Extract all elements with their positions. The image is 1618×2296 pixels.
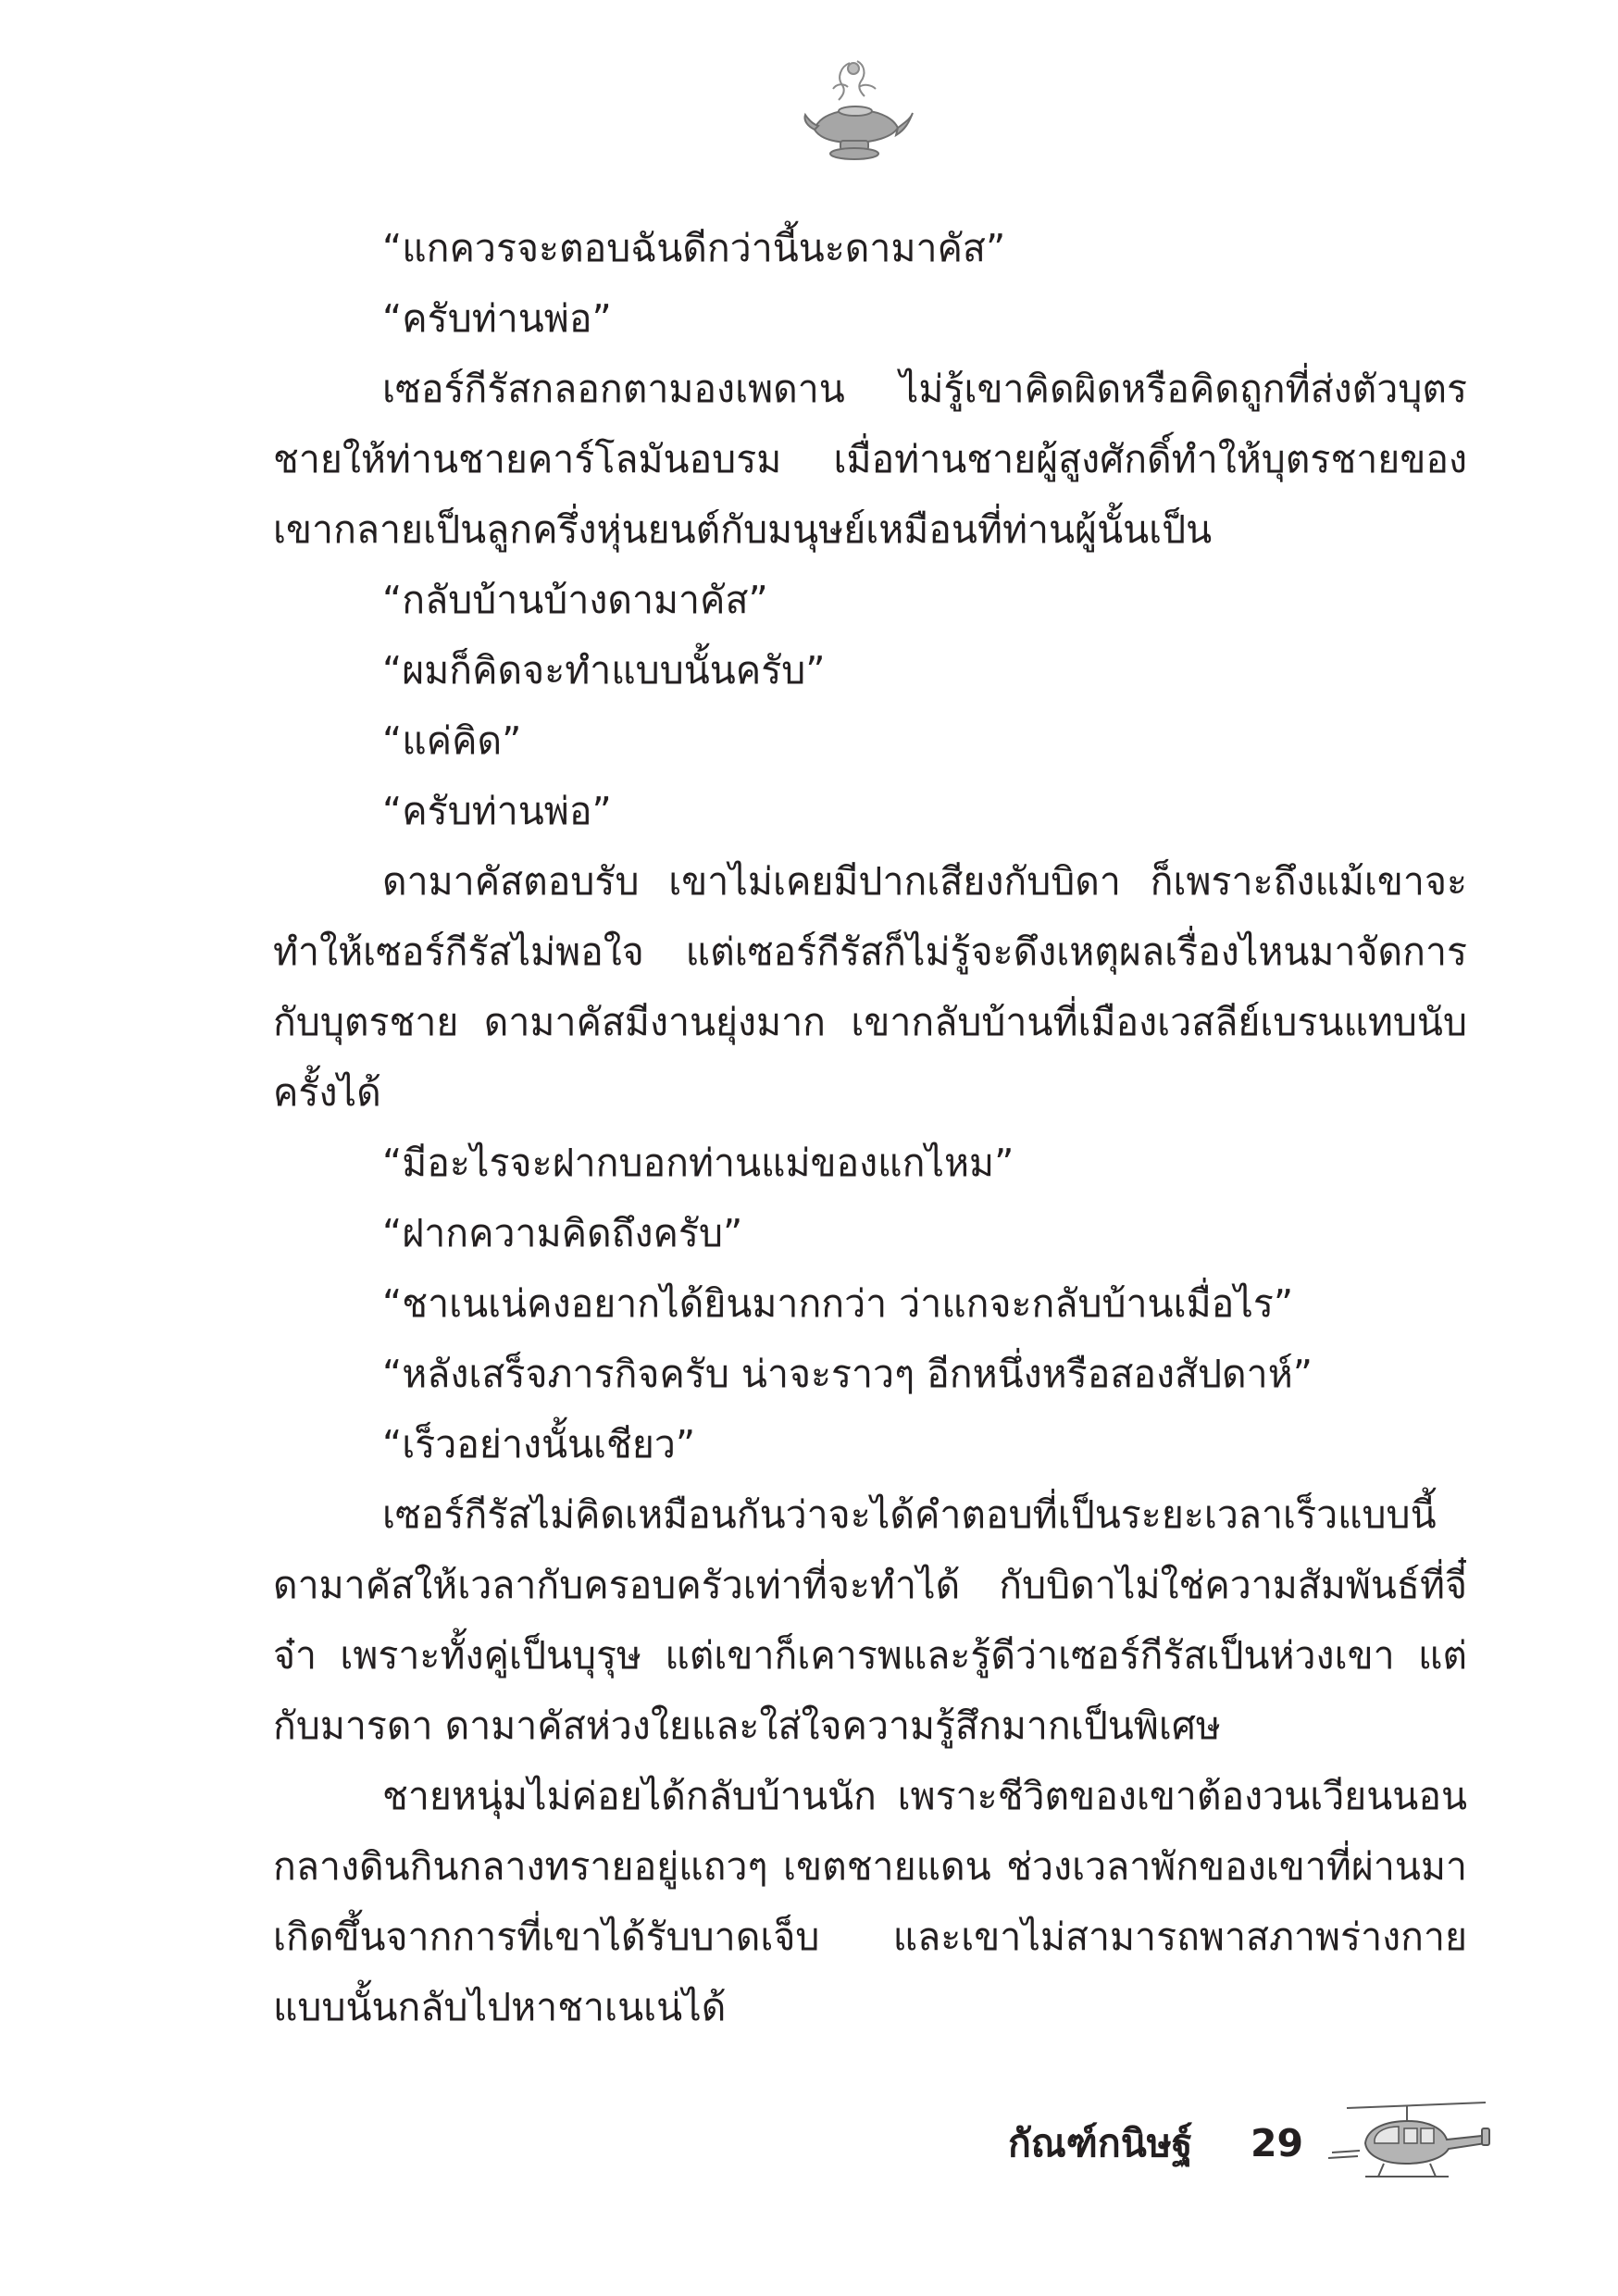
dialog-line: “แกควรจะตอบฉันดีกว่านี้นะดามาคัส” [382, 226, 1006, 270]
dialog-line: “ฝากความคิดถึงครับ” [382, 1211, 743, 1255]
page-number: 29 [1250, 2121, 1303, 2165]
narrative-paragraph: ดามาคัสตอบรับ เขาไม่เคยมีปากเสียงกับบิดา ก็เพราะถึงแม้เขาจะทำให้เซอร์กีรัสไม่พอใจ แต่เซอร์กีรัสก็ไม่รู้จะดึงเหตุผลเรื่องไหนมาจัดการกับบุตรชาย ดามาคัสมีงานยุ่งมาก เขากลับบ้านที่เมืองเวสลีย์เบรนแทบนับครั้งได้ [273, 859, 1467, 1115]
dialog-line: “แค่คิด” [382, 718, 522, 763]
dialog-line: “กลับบ้านบ้างดามาคัส” [382, 578, 768, 622]
narrative-paragraph: ชายหนุ่มไม่ค่อยได้กลับบ้านนัก เพราะชีวิตของเขาต้องวนเวียนนอนกลางดินกินกลางทรายอยู่แถวๆ เขตชายแดน ช่วงเวลาพักของเขาที่ผ่านมา เกิดขึ้นจากการที่เขาได้รับบาดเจ็บ และเขาไม่สามารถพาสภาพร่างกายแบบนั้นกลับไปหาชาเนเน่ได้ [273, 1774, 1467, 2029]
narrative-paragraph: เซอร์กีรัสไม่คิดเหมือนกันว่าจะได้คำตอบที่เป็นระยะเวลาเร็วแบบนี้ ดามาคัสให้เวลากับครอบครัวเท่าที่จะทำได้ กับบิดาไม่ใช่ความสัมพันธ์ที่จี๋จ๋า เพราะทั้งคู่เป็นบุรุษ แต่เขาก็เคารพและรู้ดีว่าเซอร์กีรัสเป็นห่วงเขา แต่กับมารดา ดามาคัสห่วงใยและใส่ใจความรู้สึกมากเป็นพิเศษ [273, 1492, 1467, 1748]
body-text [273, 213, 1467, 2042]
dialog-line: “เร็วอย่างนั้นเชียว” [382, 1422, 696, 1466]
magic-lamp-with-genie-icon [796, 56, 916, 167]
running-footer [1008, 2115, 1303, 2171]
book-title: กัณฑ์กนิษฐ์ [1007, 2121, 1193, 2165]
dialog-line: “ครับท่านพ่อ” [382, 789, 612, 833]
dialog-line: “ชาเนเน่คงอยากได้ยินมากกว่า ว่าแกจะกลับบ้านเมื่อไร” [382, 1281, 1294, 1326]
dialog-line: “ผมก็คิดจะทำแบบนั้นครับ” [382, 648, 826, 693]
dialog-line: “หลังเสร็จภารกิจครับ น่าจะราวๆ อีกหนึ่งหรือสองสัปดาห์” [382, 1352, 1313, 1396]
narrative-paragraph: เซอร์กีรัสกลอกตามองเพดาน ไม่รู้เขาคิดผิดหรือคิดถูกที่ส่งตัวบุตรชายให้ท่านชายคาร์โลมันอบรม เมื่อท่านชายผู้สูงศักดิ์ทำให้บุตรชายของเขากลายเป็นลูกครึ่งหุ่นยนต์กับมนุษย์เหมือนที่ท่านผู้นั้นเป็น [273, 367, 1467, 552]
page-footer [0, 2097, 1618, 2199]
helicopter-icon [1319, 2097, 1495, 2190]
dialog-line: “ครับท่านพ่อ” [382, 296, 612, 341]
dialog-line: “มีอะไรจะฝากบอกท่านแม่ของแกไหม” [382, 1141, 1014, 1185]
